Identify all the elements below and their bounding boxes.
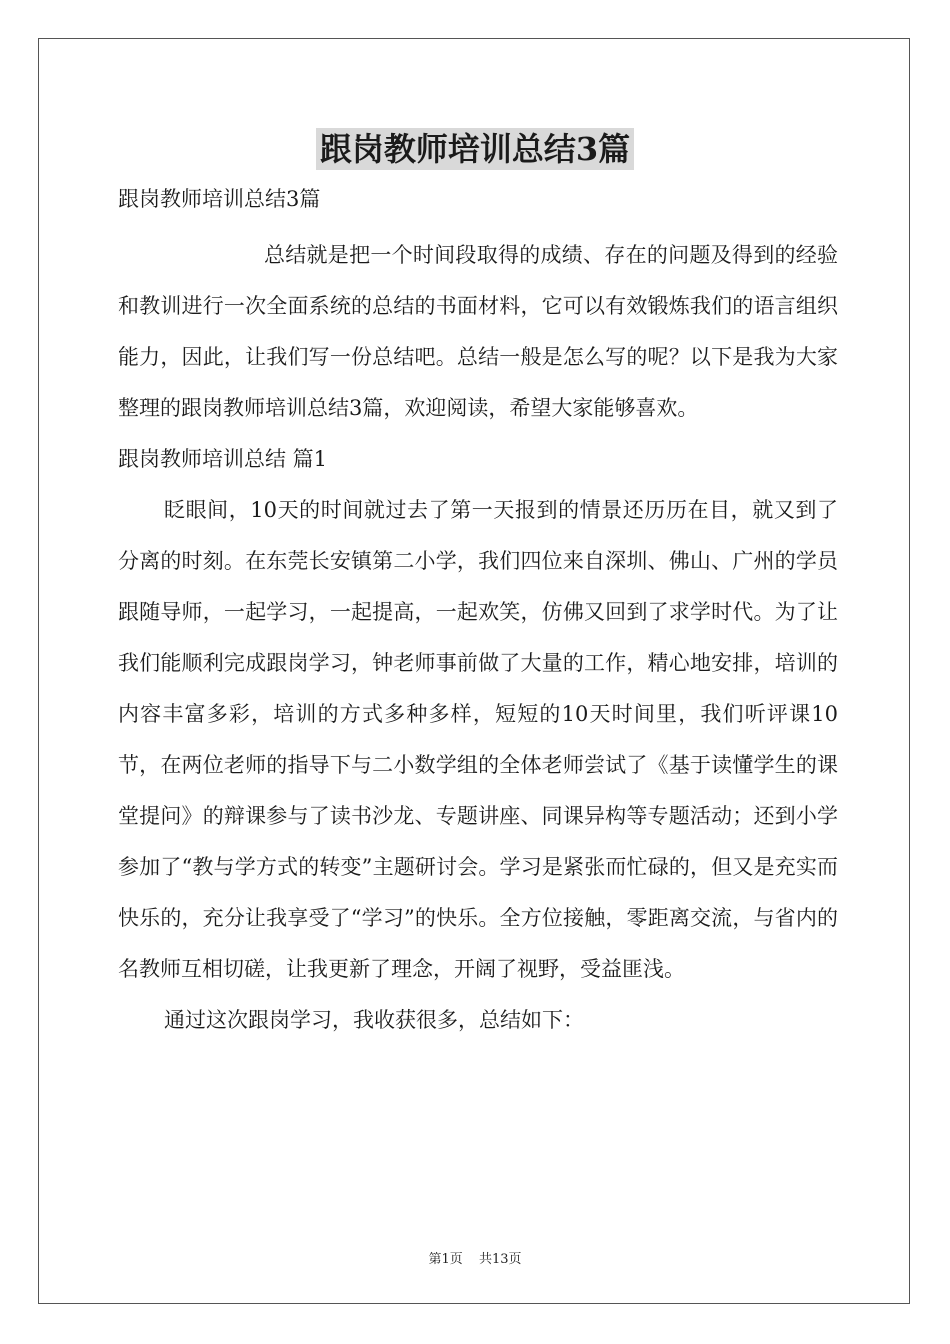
- intro-paragraph: 总结就是把一个时间段取得的成绩、存在的问题及得到的经验和教训进行一次全面系统的总结的书面材料，它可以有效锻炼我们的语言组织能力，因此，让我们写一份总结吧。总结一般是怎么写的呢？以下是我为大家整理的跟岗教师培训总结3篇，欢迎阅读，希望大家能够喜欢。: [118, 243, 838, 420]
- document-body: [118, 180, 838, 1046]
- document-subtitle: 跟岗教师培训总结3篇: [118, 187, 321, 211]
- section-heading: 跟岗教师培训总结 篇1: [118, 447, 328, 471]
- page-number: 第1页: [428, 1252, 463, 1267]
- body-paragraph-2: 通过这次跟岗学习，我收获很多，总结如下：: [164, 1008, 584, 1032]
- document-title: 跟岗教师培训总结3篇: [316, 128, 634, 170]
- page-total: 共13页: [478, 1252, 522, 1267]
- page-footer: [0, 1248, 950, 1267]
- title-wrap: [0, 128, 950, 170]
- body-paragraph-1: 眨眼间，10天的时间就过去了第一天报到的情景还历历在目，就又到了分离的时刻。在东莞长安镇第二小学，我们四位来自深圳、佛山、广州的学员跟随导师，一起学习，一起提高，一起欢笑，仿佛又回到了求学时代。为了让我们能顺利完成跟岗学习，钟老师事前做了大量的工作，精心地安排，培训的内容丰富多彩，培训的方式多种多样，短短的10天时间里，我们听评课10节，在两位老师的指导下与二小数学组的全体老师尝试了《基于读懂学生的课堂提问》的辩课参与了读书沙龙、专题讲座、同课异构等专题活动；还到小学参加了“教与学方式的转变”主题研讨会。学习是紧张而忙碌的，但又是充实而快乐的，充分让我享受了“学习”的快乐。全方位接触，零距离交流，与省内的名教师互相切磋，让我更新了理念，开阔了视野，受益匪浅。: [118, 498, 838, 981]
